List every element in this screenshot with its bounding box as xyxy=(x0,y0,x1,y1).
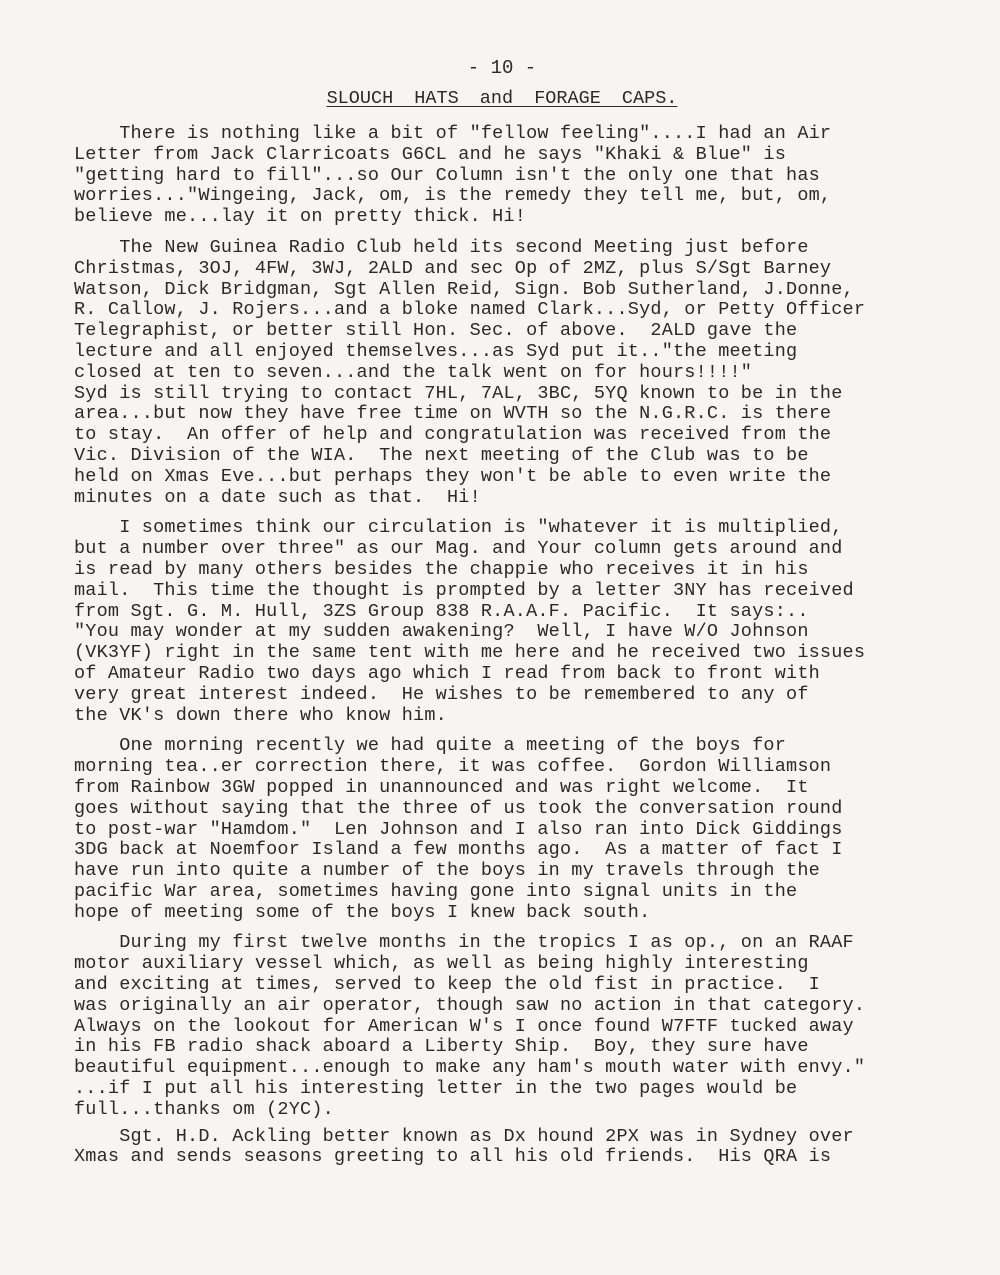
text-line: "You may wonder at my sudden awakening? Well, I have W/O Johnson xyxy=(74,621,809,643)
text-line: motor auxiliary vessel which, as well as being highly interesting xyxy=(74,953,809,975)
text-line: lecture and all enjoyed themselves...as Syd put it.."the meeting xyxy=(74,340,798,362)
text-line: Vic. Division of the WIA. The next meeting of the Club was to be xyxy=(74,444,809,466)
text-line: Syd is still trying to contact 7HL, 7AL, 3BC, 5YQ known to be in the xyxy=(74,382,843,404)
text-line: The New Guinea Radio Club held its second Meeting just before xyxy=(74,236,809,258)
text-line: Xmas and sends seasons greeting to all his old friends. His QRA is xyxy=(74,1146,832,1168)
paragraph xyxy=(74,238,930,508)
text-line: Letter from Jack Clarricoats G6CL and he says "Khaki & Blue" is xyxy=(74,143,787,165)
text-line: the VK's down there who know him. xyxy=(74,704,447,726)
text-line: (VK3YF) right in the same tent with me here and he received two issues xyxy=(74,642,866,664)
paragraph xyxy=(74,1127,930,1169)
text-line: to post-war "Hamdom." Len Johnson and I also ran into Dick Giddings xyxy=(74,818,843,840)
text-line: area...but now they have free time on WVTH so the N.G.R.C. is there xyxy=(74,403,832,425)
text-line: beautiful equipment...enough to make any ham's mouth water with envy." xyxy=(74,1057,866,1079)
text-line: Always on the lookout for American W's I once found W7FTF tucked away xyxy=(74,1015,854,1037)
text-line: mail. This time the thought is prompted by a letter 3NY has received xyxy=(74,579,854,601)
text-line: Christmas, 3OJ, 4FW, 3WJ, 2ALD and sec Op of 2MZ, plus S/Sgt Barney xyxy=(74,257,832,279)
text-line: worries..."Wingeing, Jack, om, is the remedy they tell me, but, om, xyxy=(74,185,832,207)
text-line: was originally an air operator, though saw no action in that category. xyxy=(74,994,866,1016)
text-line: in his FB radio shack aboard a Liberty Ship. Boy, they sure have xyxy=(74,1036,809,1058)
text-line: ...if I put all his interesting letter in the two pages would be xyxy=(74,1078,798,1100)
text-line: 3DG back at Noemfoor Island a few months ago. As a matter of fact I xyxy=(74,839,843,861)
text-line: held on Xmas Eve...but perhaps they won't be able to even write the xyxy=(74,465,832,487)
text-line: I sometimes think our circulation is "whatever it is multiplied, xyxy=(74,517,843,539)
text-line: is read by many others besides the chappie who receives it in his xyxy=(74,558,809,580)
text-line: from Rainbow 3GW popped in unannounced and was right welcome. It xyxy=(74,776,809,798)
text-line: Watson, Dick Bridgman, Sgt Allen Reid, Sign. Bob Sutherland, J.Donne, xyxy=(74,278,854,300)
text-line: closed at ten to seven...and the talk went on for hours!!!!" xyxy=(74,361,753,383)
text-line: from Sgt. G. M. Hull, 3ZS Group 838 R.A.A.F. Pacific. It says:.. xyxy=(74,600,809,622)
text-line: There is nothing like a bit of "fellow feeling"....I had an Air xyxy=(74,123,832,144)
text-line: hope of meeting some of the boys I knew back south. xyxy=(74,901,651,923)
text-line: but a number over three" as our Mag. and Your column gets around and xyxy=(74,538,843,560)
text-line: very great interest indeed. He wishes to be remembered to any of xyxy=(74,683,809,705)
page-number: - 10 - xyxy=(467,57,537,79)
text-line: Telegraphist, or better still Hon. Sec. of above. 2ALD gave the xyxy=(74,320,798,342)
text-line: to stay. An offer of help and congratulation was received from the xyxy=(74,424,832,446)
text-line: "getting hard to fill"...so Our Column isn't the only one that has xyxy=(74,164,820,186)
paragraph xyxy=(74,933,930,1120)
text-line: and exciting at times, served to keep the old fist in practice. I xyxy=(74,974,820,996)
article-title: SLOUCH HATS and FORAGE CAPS. xyxy=(326,88,678,109)
text-line: Sgt. H.D. Ackling better known as Dx hound 2PX was in Sydney over xyxy=(74,1125,854,1147)
text-line: One morning recently we had quite a meeting of the boys for xyxy=(74,735,787,757)
paragraph xyxy=(74,518,930,726)
article-body xyxy=(74,124,930,1168)
paragraph xyxy=(74,124,930,228)
text-line: morning tea..er correction there, it was coffee. Gordon Williamson xyxy=(74,756,832,778)
text-line: During my first twelve months in the tropics I as op., on an RAAF xyxy=(74,932,854,954)
text-line: full...thanks om (2YC). xyxy=(74,1098,334,1120)
text-line: R. Callow, J. Rojers...and a bloke named Clark...Syd, or Petty Officer xyxy=(74,299,866,321)
text-line: believe me...lay it on pretty thick. Hi! xyxy=(74,206,527,228)
paragraph xyxy=(74,736,930,923)
text-line: have run into quite a number of the boys in my travels through the xyxy=(74,860,820,882)
text-line: of Amateur Radio two days ago which I read from back to front with xyxy=(74,662,820,684)
text-line: minutes on a date such as that. Hi! xyxy=(74,486,481,508)
text-line: goes without saying that the three of us took the conversation round xyxy=(74,797,843,819)
text-line: pacific War area, sometimes having gone into signal units in the xyxy=(74,880,798,902)
